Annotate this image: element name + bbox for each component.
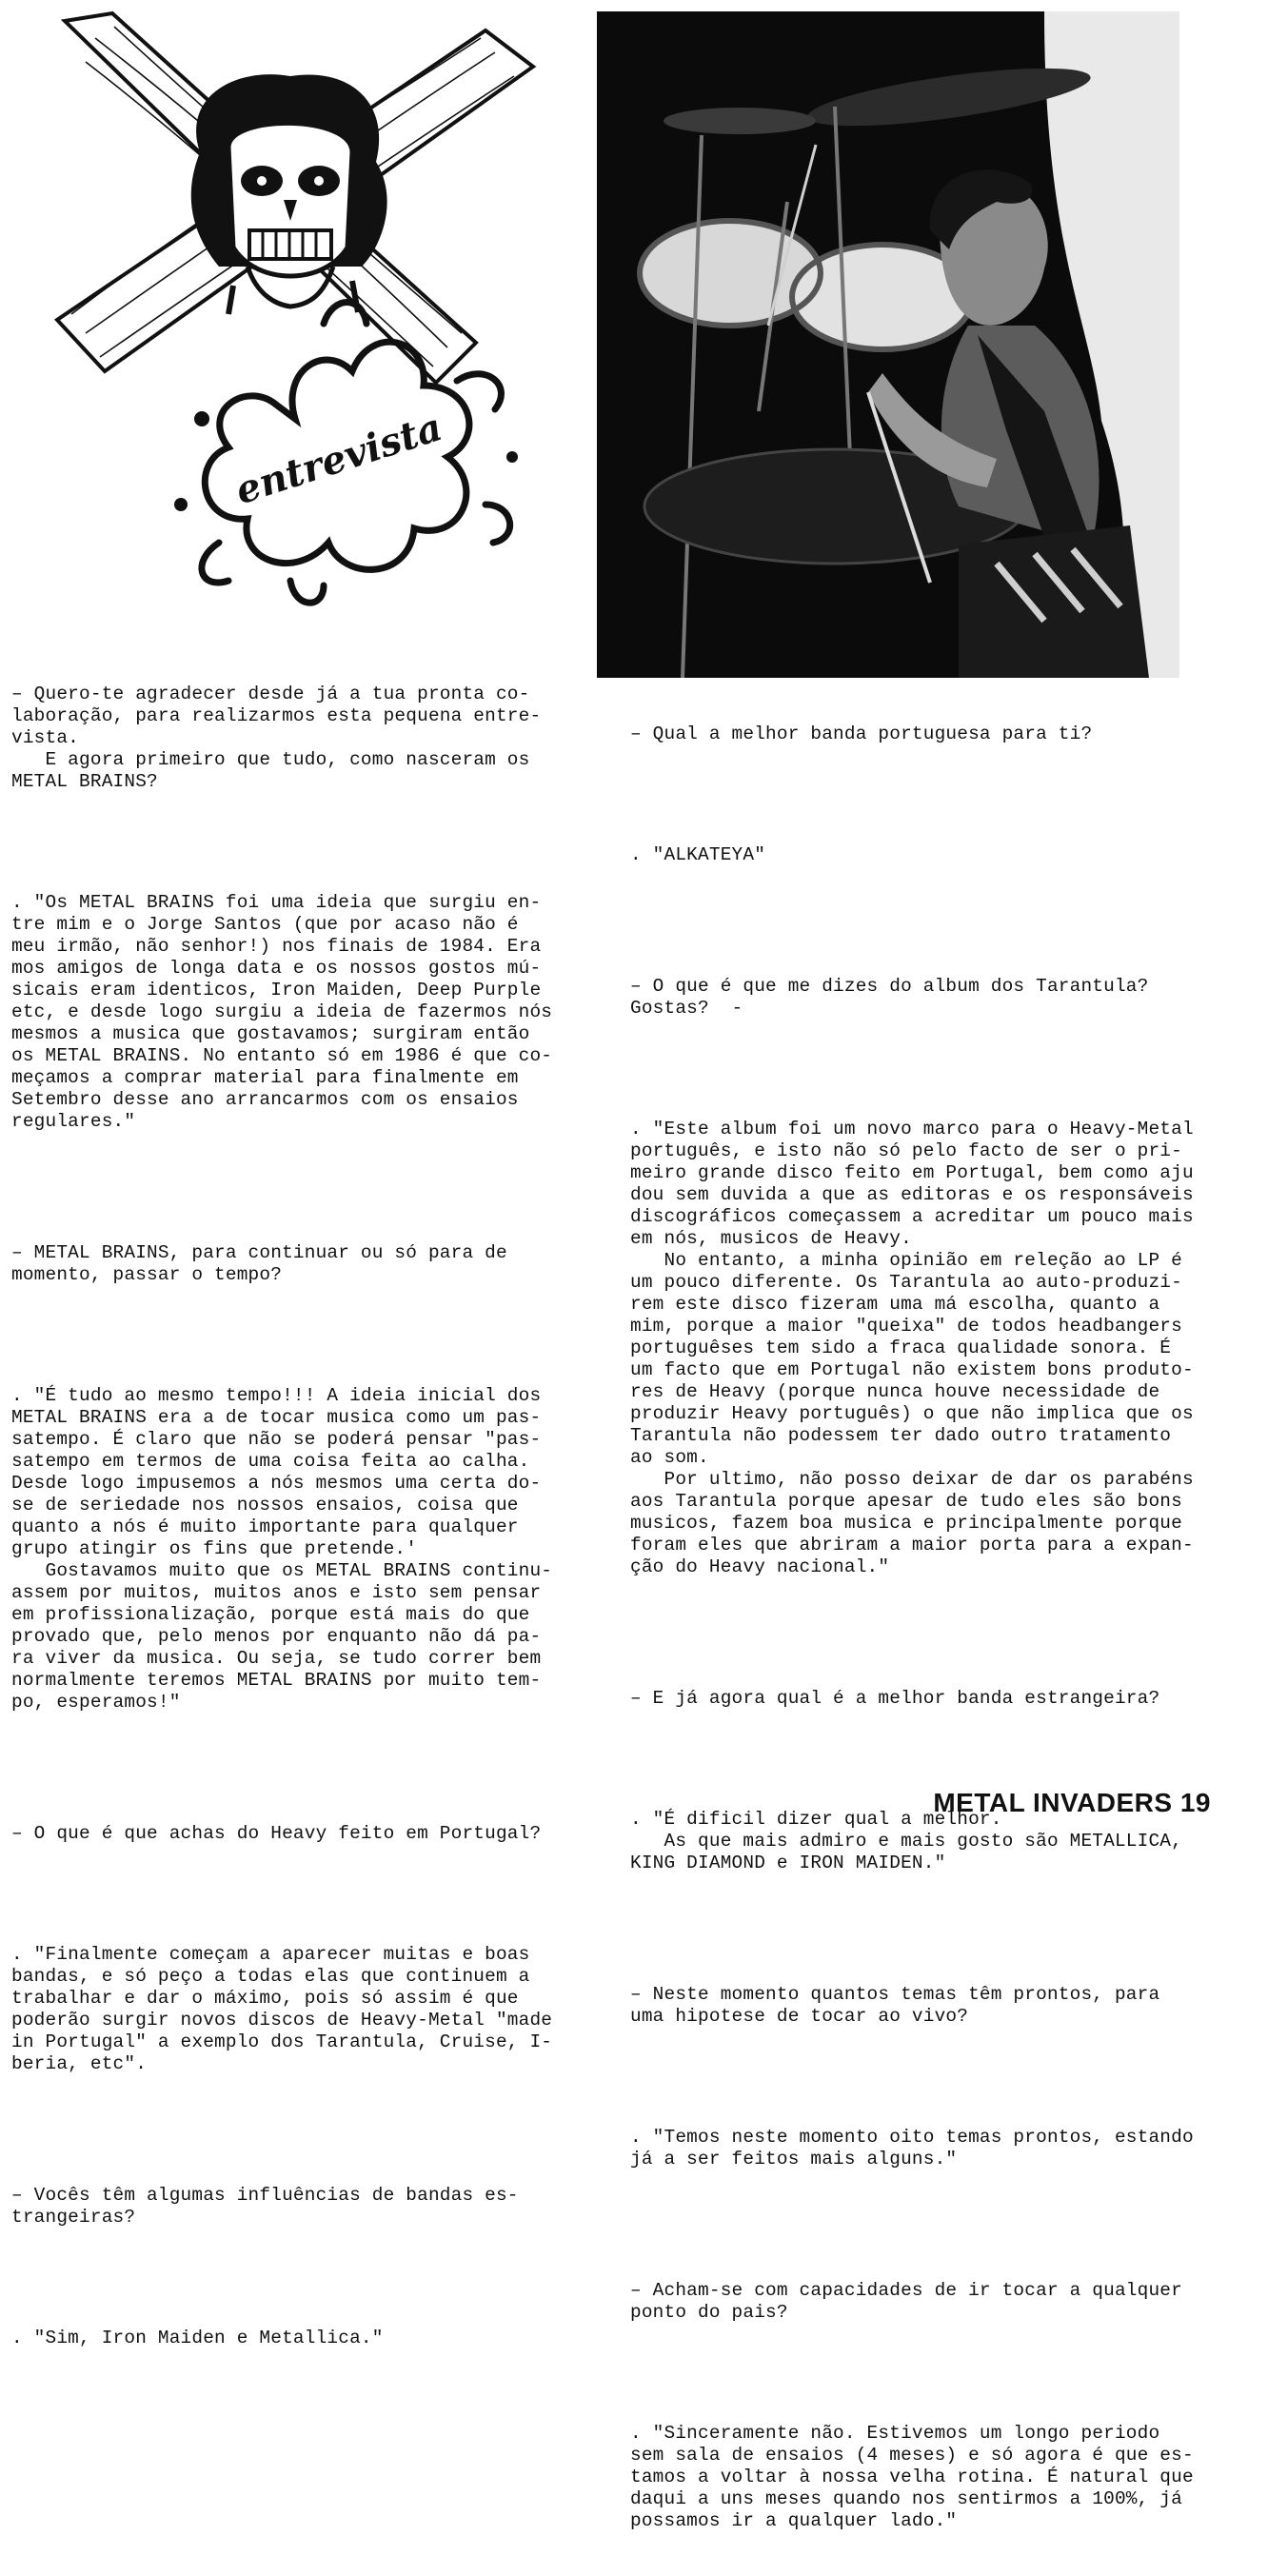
answer-text: . "ALKATEYA" [630, 844, 766, 865]
answer-text: . "Temos neste momento oito temas prontos, estando já a ser feitos mais alguns." [630, 2127, 1194, 2170]
answer-text: . "É tudo ao mesmo tempo!!! A ideia inicial dos METAL BRAINS era a de tocar musica como um pas- satempo. É claro que não se poderá pensar "pas- satempo em termos de uma coisa feita ao calha. Desde logo impusemos a nós mesmos uma certa do- se de seriedade nos nossos ensaios, coisa que quanto a nós é muito importante para qualquer grupo atingir os fins que pretende.' Gostavamos muito que os METAL BRAINS continu- assem por muitos, muitos anos e isto sem pensar em profissionalização, porque está mais do que provado que, pelo menos por enquanto não dá pa- ra viver da musica. Ou seja, se tudo correr bem normalmente teremos METAL BRAINS por muito tem- po, esperamos!" [11, 1385, 553, 1713]
question-text: – Quero-te agradecer desde já a tua pronta co- laboração, para realizarmos esta pequena entre- vista. E agora primeiro que tudo, como nasceram os METAL BRAINS? [11, 684, 542, 792]
drummer-photo-icon [597, 11, 1179, 678]
right-column [630, 680, 1232, 2576]
question-text: – Qual a melhor banda portuguesa para ti? [630, 723, 1093, 744]
left-column [11, 640, 583, 2393]
answer-text: . "Sim, Iron Maiden e Metallica." [11, 2328, 384, 2348]
answer-text: . "Finalmente começam a aparecer muitas e boas bandas, e só peço a todas elas que continuem a trabalhar e dar o máximo, pois só assim é que poderão surgir novos discos de Heavy-Metal "made in Portugal" a exemplo dos Tarantula, Cruise, I- beria, etc". [11, 1944, 553, 2074]
entrevista-badge-text: entrevista [229, 405, 448, 514]
answer-text: . "Sinceramente não. Estivemos um longo periodo sem sala de ensaios (4 meses) e só agora é que es- tamos a voltar à nossa velha rotina. É natural que daqui a uns meses quando nos sentirmos a 100%, já possamos ir a qualquer lado." [630, 2423, 1194, 2531]
answer-text: . "É dificil dizer qual a melhor. As que mais admiro e mais gosto são METALLICA, KING DIAMOND e IRON MAIDEN." [630, 1809, 1182, 1873]
crossed-planks-skull-icon [38, 10, 552, 619]
answer-text: . "Os METAL BRAINS foi uma ideia que surgiu en- tre mim e o Jorge Santos (que por acaso não é meu irmão, não senhor!) nos finais de 1984. Era mos amigos de longa data e os nossos gostos mú- sicais eram identicos, Iron Maiden, Deep Purple etc, e desde logo surgiu a ideia de fazermos nós mesmos a musica que gostavamos; surgiram então os METAL BRAINS. No entanto só em 1986 é que co- meçamos a comprar material para finalmente em Setembro desse ano arrancarmos com os ensaios regulares." [11, 892, 553, 1132]
answer-text: . "Este album foi um novo marco para o Heavy-Metal português, e isto não só pelo facto de ser o pri- meiro grande disco feito em Portugal, bem como aju dou sem duvida a que as editoras e os responsáveis discográficos começassem a acreditar um pouco mais em nós, musicos de Heavy. No entanto, a minha opinião em releção ao LP é um pouco diferente. Os Tarantula ao auto-produzi- rem este disco fizeram uma má escolha, quanto a mim, porque a maior "queixa" de todos headbangers portuguêses tem sido a fraca qualidade sonora. É um facto que em Portugal não existem bons produto- res de Heavy (porque nunca houve necessidade de produzir Heavy português) o que não implica que os Tarantula não podessem ter dado outro tratamento ao som. Por ultimo, não posso deixar de dar os parabéns aos Tarantula porque apesar de tudo eles são bons musicos, fazem boa musica e principalmente porque foram eles que abriram a maior porta para a expan- ção do Heavy nacional." [630, 1119, 1194, 1577]
question-text: – Neste momento quantos temas têm prontos, para uma hipotese de tocar ao vivo? [630, 1984, 1160, 2027]
question-text: – Acham-se com capacidades de ir tocar a qualquer ponto do pais? [630, 2280, 1182, 2323]
question-text: – O que é que me dizes do album dos Tarantula? Gostas? - [630, 976, 1149, 1019]
question-text: – O que é que achas do Heavy feito em Portugal? [11, 1823, 542, 1844]
question-text: – E já agora qual é a melhor banda estrangeira? [630, 1688, 1160, 1709]
page-footer: METAL INVADERS 19 [933, 1788, 1211, 1817]
question-text: – METAL BRAINS, para continuar ou só para de momento, passar o tempo? [11, 1242, 507, 1285]
question-text: – Vocês têm algumas influências de bandas es- trangeiras? [11, 2185, 519, 2228]
